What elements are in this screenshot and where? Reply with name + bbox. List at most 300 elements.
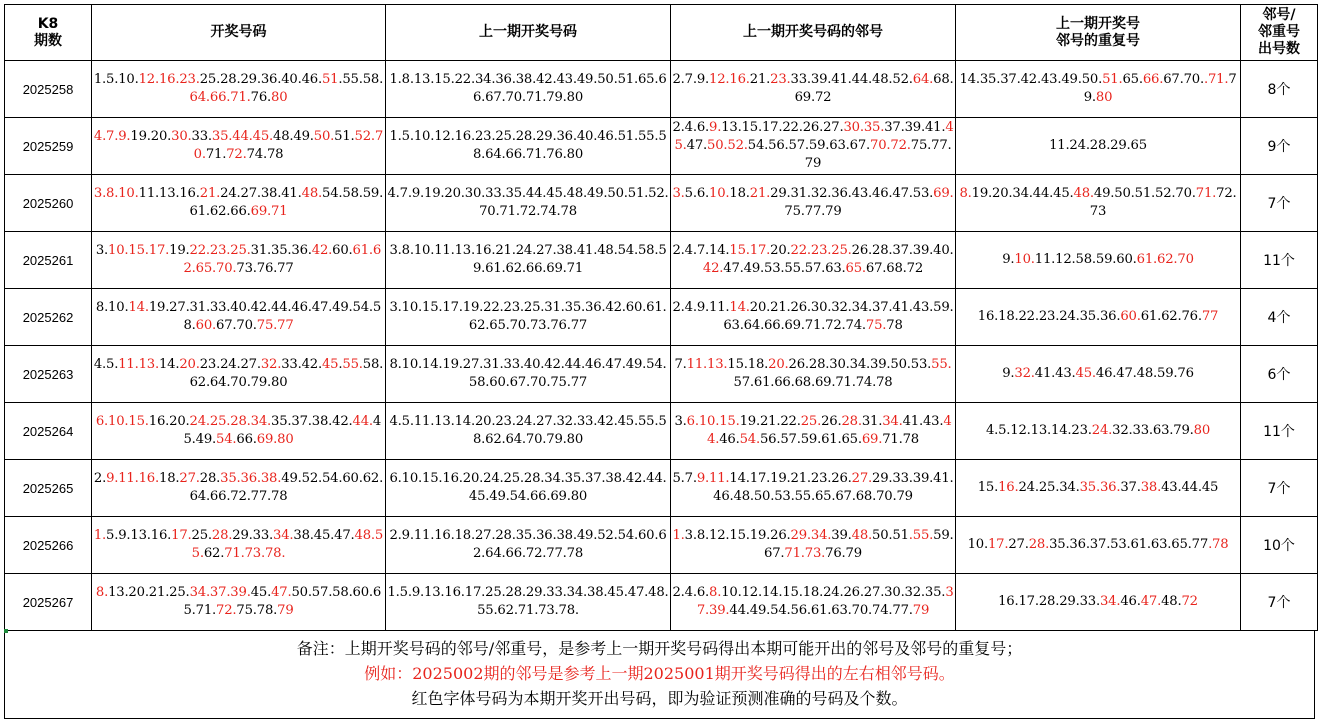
number-segment: 39. xyxy=(831,528,852,543)
highlighted-number-segment: 30. xyxy=(171,129,192,144)
neighbor-numbers-cell[interactable] xyxy=(671,61,956,118)
highlighted-number-segment: 48. xyxy=(301,186,322,201)
prev-numbers-cell[interactable] xyxy=(386,289,671,346)
highlighted-number-segment: 30.35. xyxy=(843,120,885,135)
number-segment: 19. xyxy=(169,243,190,258)
draw-numbers-cell[interactable] xyxy=(92,61,386,118)
header-prev[interactable]: 上一期开奖号码 xyxy=(386,5,671,61)
number-segment: 66. xyxy=(236,432,257,447)
draw-numbers-cell[interactable] xyxy=(92,460,386,517)
number-segment: 2.4.7.14. xyxy=(672,243,730,258)
number-segment: 7. xyxy=(674,357,687,372)
number-segment: 4.7.9.19.20.30.33.35.44.45.48.49.50.51.52.70.71.72.74.78 xyxy=(387,186,669,219)
number-segment: 14. xyxy=(158,357,180,372)
number-segment: 4.5. xyxy=(93,357,119,372)
period-cell[interactable]: 2025264 xyxy=(5,403,92,460)
number-segment: 11.13.16. xyxy=(138,186,200,201)
number-segment: 2.4.6. xyxy=(672,120,710,135)
repeat-numbers-cell[interactable] xyxy=(956,118,1241,175)
period-cell[interactable]: 2025258 xyxy=(5,61,92,118)
number-segment: 33.39.41.44.48.52. xyxy=(790,72,913,87)
highlighted-number-segment: 47. xyxy=(271,585,292,600)
highlighted-number-segment: 72. xyxy=(226,147,247,162)
number-segment: 58.62.64.70.79.80 xyxy=(189,357,384,390)
number-segment: 25. xyxy=(191,528,212,543)
highlighted-number-segment: 69. xyxy=(933,186,954,201)
number-segment: 21. xyxy=(749,72,771,87)
highlighted-number-segment: .55. xyxy=(908,528,934,543)
number-segment: 29.33.39.41.46.48.50.53.55.65.67.68.70.79 xyxy=(713,471,954,504)
hit-count-cell[interactable]: 7个 xyxy=(1241,175,1318,232)
number-segment: 29.33. xyxy=(232,528,274,543)
highlighted-number-segment: 14. xyxy=(729,300,750,315)
number-segment: 2.4.9.11. xyxy=(672,300,730,315)
number-segment: 8.10.14.19.27.31.33.40.42.44.46.47.49.54.58.60.67.70.75.77 xyxy=(389,357,667,390)
header-count[interactable] xyxy=(1241,5,1318,61)
hit-count-cell[interactable]: 6个 xyxy=(1241,346,1318,403)
hit-count-cell[interactable]: 7个 xyxy=(1241,574,1318,631)
number-segment: 33. xyxy=(191,129,212,144)
number-segment: 68.69.72 xyxy=(794,72,954,105)
highlighted-number-segment: 25. xyxy=(800,414,822,429)
table-row xyxy=(5,403,1318,460)
period-cell[interactable]: 2025267 xyxy=(5,574,92,631)
prev-numbers-cell[interactable] xyxy=(386,346,671,403)
number-segment: 46. xyxy=(719,432,740,447)
period-cell[interactable]: 2025266 xyxy=(5,517,92,574)
number-segment: 23.24.27. xyxy=(199,357,261,372)
number-segment: 4.5.12.13.14.23. xyxy=(985,423,1092,438)
highlighted-number-segment: 6.10.15. xyxy=(686,414,740,429)
highlighted-number-segment: 22.23.25. xyxy=(790,243,852,258)
number-segment: 1.5.10. xyxy=(93,72,139,87)
number-segment: 10. xyxy=(967,537,988,552)
highlighted-number-segment: 35.36.38. xyxy=(220,471,282,486)
neighbor-numbers-cell[interactable] xyxy=(671,517,956,574)
number-segment: 11.24.28.29.65 xyxy=(1049,138,1147,153)
number-segment: 14.17.19.21.23.26. xyxy=(729,471,852,486)
number-segment: 46. xyxy=(1120,594,1141,609)
highlighted-number-segment: 10. xyxy=(709,186,730,201)
highlighted-number-segment: 61.62.70 xyxy=(1136,252,1194,267)
highlighted-number-segment: 21. xyxy=(199,186,221,201)
number-segment: 45.49. xyxy=(183,414,382,447)
header-repeat-line2: 邻号的重复号 xyxy=(1056,32,1140,49)
highlighted-number-segment: 9. xyxy=(709,120,722,135)
number-segment: 5.9.13.16. xyxy=(106,528,172,543)
number-segment: 75.77.79 xyxy=(804,138,952,171)
repeat-numbers-cell[interactable] xyxy=(956,175,1241,232)
number-segment: 47.49.53.55.57.63. xyxy=(723,261,846,276)
repeat-numbers-cell[interactable] xyxy=(956,460,1241,517)
number-segment: 3.10.15.17.19.22.23.25.31.35.36.42.60.61.62.65.70.73.76.77 xyxy=(389,300,667,333)
highlighted-number-segment: 4.7.9. xyxy=(93,129,131,144)
number-segment: 9. xyxy=(1002,366,1015,381)
hit-count-cell[interactable]: 4个 xyxy=(1241,289,1318,346)
number-segment: 67.68.72 xyxy=(865,261,924,276)
hit-count-cell[interactable]: 9个 xyxy=(1241,118,1318,175)
number-segment: 49.52.54.60.62.64.66.72.77.78 xyxy=(189,471,384,504)
prev-numbers-cell[interactable] xyxy=(386,61,671,118)
number-segment: 37. xyxy=(1120,480,1141,495)
highlighted-number-segment: 47. xyxy=(1140,594,1162,609)
table-row xyxy=(5,346,1318,403)
number-segment: 24.27.38.41. xyxy=(220,186,302,201)
header-neighbor[interactable]: 上一期开奖号码的邻号 xyxy=(671,5,956,61)
number-segment: 8.10. xyxy=(95,300,129,315)
number-segment: 50.57.58.60.65.71. xyxy=(183,585,382,618)
number-segment: 67.70. xyxy=(216,318,257,333)
hit-count-cell[interactable]: 8个 xyxy=(1241,61,1318,118)
highlighted-number-segment: 34.37.39. xyxy=(189,585,251,600)
period-cell[interactable]: 2025263 xyxy=(5,346,92,403)
number-segment: 51. xyxy=(334,129,355,144)
note-line-1: 备注：上期开奖号码的邻号/邻重号，是参考上一期开奖号码得出本期可能开出的邻号及邻号的重复号； xyxy=(296,639,1023,658)
highlighted-number-segment: 42. xyxy=(311,243,333,258)
highlighted-number-segment: 16. xyxy=(998,480,1019,495)
number-segment: 2.7.9. xyxy=(672,72,710,87)
number-segment: 67.70. xyxy=(1163,72,1204,87)
table-body xyxy=(5,61,1318,631)
highlighted-number-segment: 27. xyxy=(851,471,873,486)
highlighted-number-segment: 69. xyxy=(861,432,883,447)
highlighted-number-segment: 12.16.23. xyxy=(138,72,200,87)
number-segment: 79. xyxy=(1083,72,1237,105)
highlighted-number-segment: 45. xyxy=(674,120,954,153)
number-segment: 35.36.37.53.61.63.65.77 xyxy=(1049,537,1209,552)
number-segment: 25.28.29.36.40.46. xyxy=(199,72,322,87)
highlighted-number-segment: 8. xyxy=(709,585,722,600)
number-segment: 15. xyxy=(977,480,999,495)
highlighted-number-segment: 24.25.28.34. xyxy=(189,414,272,429)
number-segment: 35.37.38.42. xyxy=(271,414,353,429)
highlighted-number-segment: 45 xyxy=(321,357,339,372)
highlighted-number-segment: 71. xyxy=(1195,186,1217,201)
number-segment: 74.78 xyxy=(246,147,284,162)
number-segment: 41.43. xyxy=(1034,366,1076,381)
number-segment: 2.4.6. xyxy=(672,585,710,600)
table-row xyxy=(5,289,1318,346)
number-segment: .55.58. xyxy=(338,72,384,87)
highlighted-number-segment: 3.8.10. xyxy=(93,186,139,201)
number-segment: 72.73 xyxy=(1089,186,1237,219)
highlighted-number-segment: 79 xyxy=(912,603,930,618)
highlighted-number-segment: 32. xyxy=(260,357,282,372)
repeat-numbers-cell[interactable] xyxy=(956,403,1241,460)
number-segment: 31.35.36. xyxy=(250,243,312,258)
highlighted-number-segment: 8. xyxy=(959,186,972,201)
highlighted-number-segment: 24. xyxy=(1091,423,1113,438)
prev-numbers-cell[interactable] xyxy=(386,517,671,574)
number-segment: 14.35.37.42.43.49.50. xyxy=(959,72,1103,87)
highlighted-number-segment: 34. xyxy=(273,528,294,543)
neighbor-numbers-cell[interactable] xyxy=(671,574,956,631)
period-cell[interactable]: 2025261 xyxy=(5,232,92,289)
highlighted-number-segment: 28. xyxy=(841,414,862,429)
number-segment: 65. xyxy=(1122,72,1143,87)
table-row xyxy=(5,61,1318,118)
highlighted-number-segment: 3. xyxy=(672,186,685,201)
number-segment: 1.8.13.15.22.34.36.38.42.43.49.50.51.65.66.67.70.71.79.80 xyxy=(389,72,667,105)
hit-count-cell[interactable]: 10个 xyxy=(1241,517,1318,574)
highlighted-number-segment: 69.71 xyxy=(250,204,288,219)
highlighted-number-segment: 17. xyxy=(987,537,1009,552)
period-cell[interactable]: 2025265 xyxy=(5,460,92,517)
cell-selection-marker xyxy=(4,629,8,633)
highlighted-number-segment: 1. xyxy=(93,528,107,543)
number-segment: 2.9.11.16.18.27.28.35.36.38.49.52.54.60.62.64.66.72.77.78 xyxy=(389,528,667,561)
prev-numbers-cell[interactable] xyxy=(386,460,671,517)
highlighted-number-segment: 64.66.71. xyxy=(189,90,251,105)
draw-numbers-cell[interactable] xyxy=(92,517,386,574)
number-segment: 16.20. xyxy=(148,414,190,429)
number-segment: 48.49. xyxy=(273,129,314,144)
number-segment: 4.5.11.13.14.20.23.24.27.32.33.42.45.55.58.62.64.70.79.80 xyxy=(389,414,667,447)
draw-numbers-cell[interactable] xyxy=(92,346,386,403)
number-segment: 76.79 xyxy=(825,546,862,561)
header-count-line3: 出号数 xyxy=(1258,41,1300,57)
highlighted-number-segment: 8. xyxy=(95,585,109,600)
neighbor-numbers-cell[interactable] xyxy=(671,460,956,517)
highlighted-number-segment: 80 xyxy=(271,90,288,105)
header-row xyxy=(5,5,1318,61)
repeat-numbers-cell[interactable] xyxy=(956,232,1241,289)
highlighted-number-segment: 66. xyxy=(1142,72,1164,87)
note-line-3: 红色字体号码为本期开奖开出号码，即为验证预测准确的号码及个数。 xyxy=(411,689,908,708)
number-segment: 75.78. xyxy=(236,603,278,618)
period-cell[interactable]: 2025262 xyxy=(5,289,92,346)
table-row xyxy=(5,460,1318,517)
number-segment: 19.21.22. xyxy=(739,414,801,429)
number-segment: 27. xyxy=(1008,537,1029,552)
highlighted-number-segment: 80 xyxy=(1095,90,1113,105)
number-segment: 26.28.30.34.39.50.53. xyxy=(788,357,932,372)
highlighted-number-segment: 9.11.16. xyxy=(106,471,159,486)
period-cell[interactable]: 2025259 xyxy=(5,118,92,175)
number-segment: 11.12.58.59.60. xyxy=(1034,252,1137,267)
table-row xyxy=(5,517,1318,574)
highlighted-number-segment: 48. xyxy=(851,528,873,543)
number-segment: 32.33.63.79. xyxy=(1112,423,1194,438)
draw-numbers-cell[interactable] xyxy=(92,289,386,346)
number-segment: 3.8.10.11.13.16.21.24.27.38.41.48.54.58.59.61.62.66.69.71 xyxy=(389,243,667,276)
prev-numbers-cell[interactable] xyxy=(386,403,671,460)
repeat-numbers-cell[interactable] xyxy=(956,346,1241,403)
number-segment: 3.8.12.15.19.26. xyxy=(684,528,791,543)
number-segment: . xyxy=(338,357,343,372)
repeat-numbers-cell[interactable] xyxy=(956,517,1241,574)
table-row xyxy=(5,118,1318,175)
highlighted-number-segment: 11.13. xyxy=(686,357,728,372)
number-segment: 62. xyxy=(203,546,225,561)
number-segment: 9. xyxy=(1002,252,1015,267)
highlighted-number-segment: 70.72. xyxy=(870,138,911,153)
highlighted-number-segment: 6.10.15. xyxy=(95,414,149,429)
number-segment: 2. xyxy=(93,471,107,486)
number-segment: 13.15.17.22.26.27. xyxy=(721,120,844,135)
highlighted-number-segment: 44. xyxy=(352,414,373,429)
table-row xyxy=(5,574,1318,631)
highlighted-number-segment: 23. xyxy=(770,72,791,87)
number-segment: 57.61.66.68.69.71.74.78 xyxy=(733,375,893,390)
number-segment: 20.21.26.30.32.34.37.41.43.59.63.64.66.69.71.72.74. xyxy=(723,300,954,333)
highlighted-number-segment: 55. xyxy=(931,357,952,372)
neighbor-numbers-cell[interactable] xyxy=(671,403,956,460)
number-segment: 5.6. xyxy=(684,186,710,201)
number-segment: 33.42. xyxy=(281,357,322,372)
highlighted-number-segment: 77 xyxy=(1201,309,1219,324)
draw-numbers-cell[interactable] xyxy=(92,118,386,175)
hit-count-cell[interactable]: 11个 xyxy=(1241,403,1318,460)
highlighted-number-segment: 50. xyxy=(313,129,335,144)
number-segment: 50.51 xyxy=(872,528,909,543)
period-cell[interactable]: 2025260 xyxy=(5,175,92,232)
highlighted-number-segment: 61.62.65.70. xyxy=(183,243,382,276)
number-segment: 5.7. xyxy=(672,471,697,486)
neighbor-numbers-cell[interactable] xyxy=(671,289,956,346)
number-segment: 73.76.77 xyxy=(236,261,294,276)
highlighted-number-segment: 80 xyxy=(1193,423,1211,438)
highlighted-number-segment: 35.36. xyxy=(1079,480,1121,495)
highlighted-number-segment: 12.16. xyxy=(709,72,750,87)
highlighted-number-segment: 15.17. xyxy=(729,243,771,258)
neighbor-numbers-cell[interactable] xyxy=(671,232,956,289)
draw-numbers-cell[interactable] xyxy=(92,175,386,232)
highlighted-number-segment: 69.80 xyxy=(256,432,294,447)
highlighted-number-segment: 28. xyxy=(211,528,233,543)
number-segment: 19.20. xyxy=(130,129,172,144)
highlighted-number-segment: 52.70. xyxy=(193,129,384,162)
highlighted-number-segment: 50.52. xyxy=(707,138,748,153)
highlighted-number-segment: 34. xyxy=(1099,594,1121,609)
neighbor-numbers-cell[interactable] xyxy=(671,118,956,175)
highlighted-number-segment: 54. xyxy=(216,432,237,447)
number-segment: 71. xyxy=(205,147,227,162)
note-line-2-example: 例如：2025002期的邻号是参考上一期2025001期开奖号码得出的左右相邻号码。 xyxy=(364,664,955,683)
number-segment: 26. xyxy=(821,414,842,429)
highlighted-number-segment: 1. xyxy=(672,528,685,543)
number-segment: 54.56.57.59.63.67. xyxy=(747,138,871,153)
number-segment: 78 xyxy=(886,318,903,333)
highlighted-number-segment: 55. xyxy=(342,357,363,372)
number-segment: 19.20.34.44.45. xyxy=(971,186,1074,201)
highlighted-number-segment: 27. xyxy=(179,471,200,486)
lottery-table-sheet xyxy=(4,4,1317,719)
header-count-line2: 邻重号 xyxy=(1258,24,1300,40)
highlighted-number-segment: 10.15.17. xyxy=(108,243,170,258)
draw-numbers-cell[interactable] xyxy=(92,574,386,631)
number-segment: 48. xyxy=(1161,594,1182,609)
highlighted-number-segment: 45. xyxy=(1075,366,1096,381)
highlighted-number-segment: 75. xyxy=(865,318,887,333)
number-segment: 19.27.31.33.40.42.44.46.47.49.54.58. xyxy=(148,300,382,333)
highlighted-number-segment: 48.55. xyxy=(191,528,384,561)
number-segment: 15.18. xyxy=(727,357,769,372)
number-segment: 16.17.28.29.33. xyxy=(998,594,1100,609)
draw-numbers-cell[interactable] xyxy=(92,232,386,289)
header-repeat-line1: 上一期开奖号 xyxy=(1056,15,1140,32)
number-segment: 41.43. xyxy=(902,414,944,429)
highlighted-number-segment: 35.44.45. xyxy=(211,129,274,144)
highlighted-number-segment: 28. xyxy=(1028,537,1050,552)
header-period[interactable] xyxy=(5,5,92,61)
number-segment: 6.10.15.16.20.24.25.28.34.35.37.38.42.44.45.49.54.66.69.80 xyxy=(389,471,667,504)
highlighted-number-segment: 14. xyxy=(128,300,149,315)
neighbor-numbers-cell[interactable] xyxy=(671,175,956,232)
highlighted-number-segment: 29.34. xyxy=(790,528,832,543)
prev-numbers-cell[interactable] xyxy=(386,175,671,232)
prev-numbers-cell[interactable] xyxy=(386,232,671,289)
repeat-numbers-cell[interactable] xyxy=(956,574,1241,631)
prev-numbers-cell[interactable] xyxy=(386,574,671,631)
highlighted-number-segment: 10. xyxy=(1014,252,1035,267)
highlighted-number-segment: 22.23.25. xyxy=(189,243,251,258)
k8-table xyxy=(4,4,1318,631)
highlighted-number-segment: 71.73.78. xyxy=(224,546,286,561)
highlighted-number-segment: .78 xyxy=(1208,537,1229,552)
number-segment: 13.20.21.25. xyxy=(108,585,190,600)
highlighted-number-segment: 60. xyxy=(1120,309,1141,324)
highlighted-number-segment: 51 xyxy=(321,72,339,87)
highlighted-number-segment: 51. xyxy=(1102,72,1123,87)
number-segment: 3. xyxy=(674,414,687,429)
number-segment: 47. xyxy=(686,138,708,153)
highlighted-number-segment: 11.13. xyxy=(118,357,159,372)
highlighted-number-segment: 34. xyxy=(882,414,903,429)
number-segment: 45. xyxy=(250,585,272,600)
draw-numbers-cell[interactable] xyxy=(92,403,386,460)
number-segment: 31. xyxy=(861,414,883,429)
header-repeat[interactable] xyxy=(956,5,1241,61)
number-segment: 54.58.59.61.62.66. xyxy=(189,186,384,219)
number-segment: 46.47.48.59.76 xyxy=(1095,366,1194,381)
highlighted-number-segment: 42. xyxy=(702,261,724,276)
prev-numbers-cell[interactable] xyxy=(386,118,671,175)
highlighted-number-segment: 9.11. xyxy=(696,471,730,486)
neighbor-numbers-cell[interactable] xyxy=(671,346,956,403)
table-row xyxy=(5,175,1318,232)
highlighted-number-segment: 20. xyxy=(768,357,789,372)
repeat-numbers-cell[interactable] xyxy=(956,289,1241,346)
hit-count-cell[interactable]: 7个 xyxy=(1241,460,1318,517)
header-draw[interactable]: 开奖号码 xyxy=(92,5,386,61)
highlighted-number-segment: 72 xyxy=(1181,594,1198,609)
number-segment: 61.62.76. xyxy=(1140,309,1202,324)
number-segment: 1.5.10.12.16.23.25.28.29.36.40.46.51.55.58.64.66.71.76.80 xyxy=(389,129,667,162)
number-segment: 18. xyxy=(159,471,180,486)
highlighted-number-segment: 64. xyxy=(912,72,934,87)
header-count-line1: 邻号/ xyxy=(1262,7,1296,23)
number-segment: 43.44.45 xyxy=(1161,480,1219,495)
highlighted-number-segment: 79 xyxy=(277,603,294,618)
number-segment: 3. xyxy=(95,243,109,258)
repeat-numbers-cell[interactable] xyxy=(956,61,1241,118)
number-segment: 28. xyxy=(199,471,221,486)
number-segment: 44.49.54.56.61.63.70.74.77. xyxy=(729,603,913,618)
highlighted-number-segment: 54. xyxy=(739,432,760,447)
number-segment: 38.45.47. xyxy=(293,528,355,543)
highlighted-number-segment: 44. xyxy=(707,414,952,447)
highlighted-number-segment: 71.73. xyxy=(784,546,826,561)
highlighted-number-segment: .71. xyxy=(1203,72,1229,87)
number-segment: 18. xyxy=(729,186,750,201)
number-segment: 71.78 xyxy=(882,432,919,447)
number-segment: 59.67. xyxy=(764,528,954,561)
notes-panel xyxy=(4,631,1315,719)
hit-count-cell[interactable]: 11个 xyxy=(1241,232,1318,289)
highlighted-number-segment: 65. xyxy=(845,261,866,276)
highlighted-number-segment: 38. xyxy=(1140,480,1162,495)
